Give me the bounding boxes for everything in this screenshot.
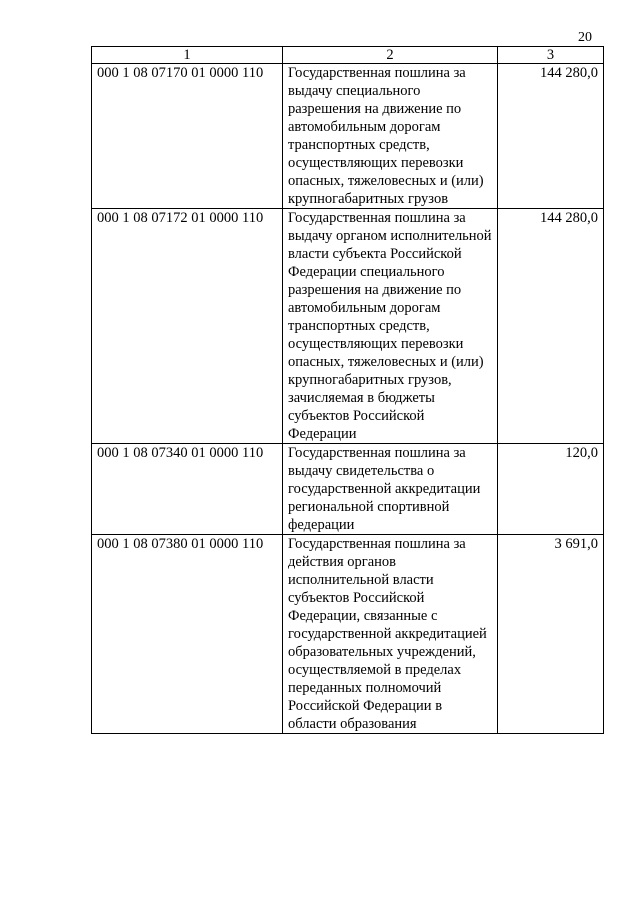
revenue-name: Государственная пошлина за действия органов исполнительной власти субъектов Российской Федерации, связанные с государственной аккредитацией образовательных учреждений, осуществляемой в пределах переданных полномочий Российской Федерации в области образования	[283, 535, 498, 734]
table-header-row	[92, 47, 604, 64]
revenue-amount: 120,0	[498, 444, 604, 535]
revenue-amount: 144 280,0	[498, 209, 604, 444]
revenue-name: Государственная пошлина за выдачу органом исполнительной власти субъекта Российской Федерации специального разрешения на движение по автомобильным дорогам транспортных средств, осуществляющих перевозки опасных, тяжеловесных и (или) крупногабаритных грузов, зачисляемая в бюджеты субъектов Российской Федерации	[283, 209, 498, 444]
revenue-amount: 144 280,0	[498, 64, 604, 209]
revenue-code: 000 1 08 07172 01 0000 110	[92, 209, 283, 444]
revenue-name: Государственная пошлина за выдачу свидетельства о государственной аккредитации региональной спортивной федерации	[283, 444, 498, 535]
revenue-code: 000 1 08 07340 01 0000 110	[92, 444, 283, 535]
page-number: 20	[578, 30, 592, 45]
revenue-amount: 3 691,0	[498, 535, 604, 734]
table-row	[92, 535, 604, 734]
table-row	[92, 444, 604, 535]
table-row	[92, 64, 604, 209]
table-row	[92, 209, 604, 444]
revenue-code: 000 1 08 07170 01 0000 110	[92, 64, 283, 209]
column-header-1: 1	[92, 47, 283, 64]
budget-revenue-table	[91, 46, 604, 734]
column-header-2: 2	[283, 47, 498, 64]
column-header-3: 3	[498, 47, 604, 64]
revenue-code: 000 1 08 07380 01 0000 110	[92, 535, 283, 734]
revenue-name: Государственная пошлина за выдачу специального разрешения на движение по автомобильным дорогам транспортных средств, осуществляющих перевозки опасных, тяжеловесных и (или) крупногабаритных грузов	[283, 64, 498, 209]
